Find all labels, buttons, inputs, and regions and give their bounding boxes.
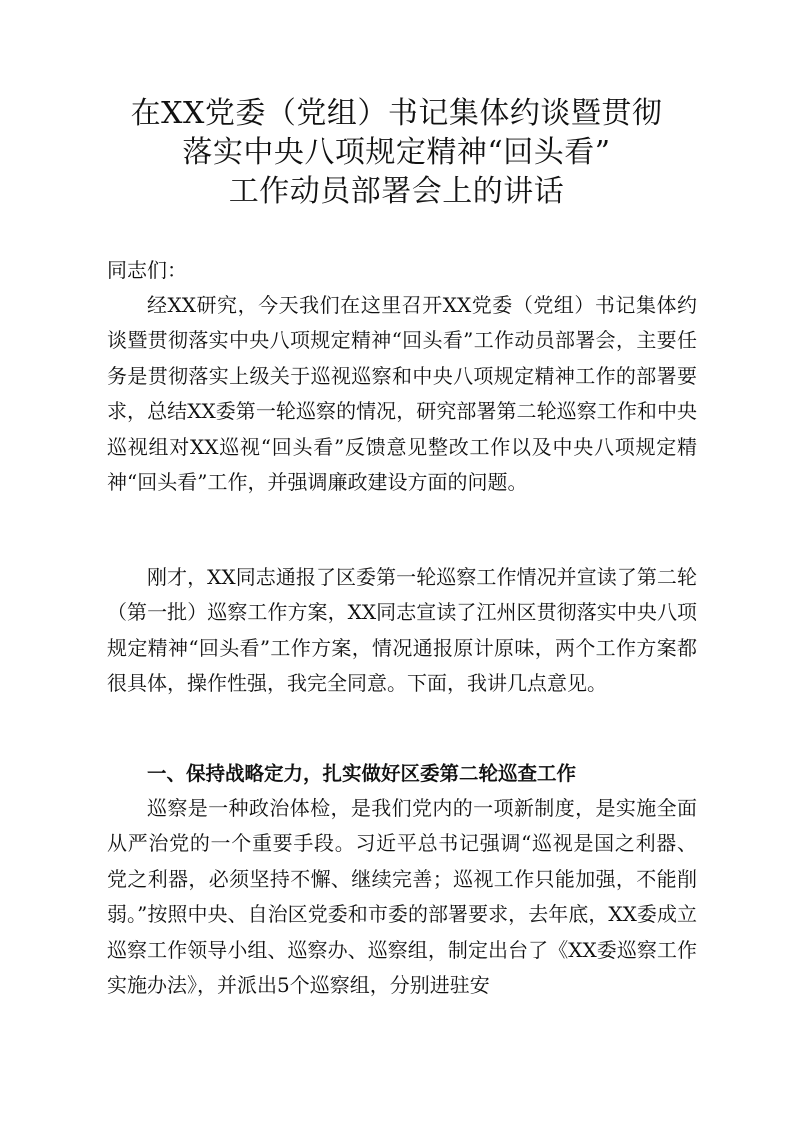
document-title-line-1: 在XX党委（党组）书记集体约谈暨贯彻: [130, 96, 663, 131]
body-paragraph-1: 经XX研究，今天我们在这里召开XX党委（党组）书记集体约谈暨贯彻落实中央八项规定精神“回头看”工作动员部署会，主要任务是贯彻落实上级关于巡视巡察和中央八项规定精神工作的部署要求，总结XX委第一轮巡察的情况，研究部署第二轮巡察工作和中央巡视组对XX巡视“回头看”反馈意见整改工作以及中央八项规定精神“回头看”工作，并强调廉政建设方面的问题。: [107, 293, 697, 495]
document-title-line-2: 落实中央八项规定精神“回头看”: [182, 135, 611, 170]
greeting: 同志们：: [107, 258, 187, 282]
body-paragraph-3: 巡察是一种政治体检，是我们党内的一项新制度，是实施全面从严治党的一个重要手段。习近平总书记强调“巡视是国之利器、党之利器，必须坚持不懈、继续完善；巡视工作只能加强，不能削弱。”按照中央、自治区党委和市委的部署要求，去年底，XX委成立巡察工作领导小组、巡察办、巡察组，制定出台了《XX委巡察工作实施办法》，并派出5个巡察组，分别进驻安: [107, 796, 697, 998]
document-title-line-3: 工作动员部署会上的讲话: [228, 174, 565, 209]
section-heading-1: 一、保持战略定力，扎实做好区委第二轮巡查工作: [147, 762, 577, 785]
body-paragraph-2: 刚才，XX同志通报了区委第一轮巡察工作情况并宣读了第二轮（第一批）巡察工作方案，XX同志宣读了江州区贯彻落实中央八项规定精神“回头看”工作方案，情况通报原计原味，两个工作方案都很具体，操作性强，我完全同意。下面，我讲几点意见。: [107, 565, 697, 696]
